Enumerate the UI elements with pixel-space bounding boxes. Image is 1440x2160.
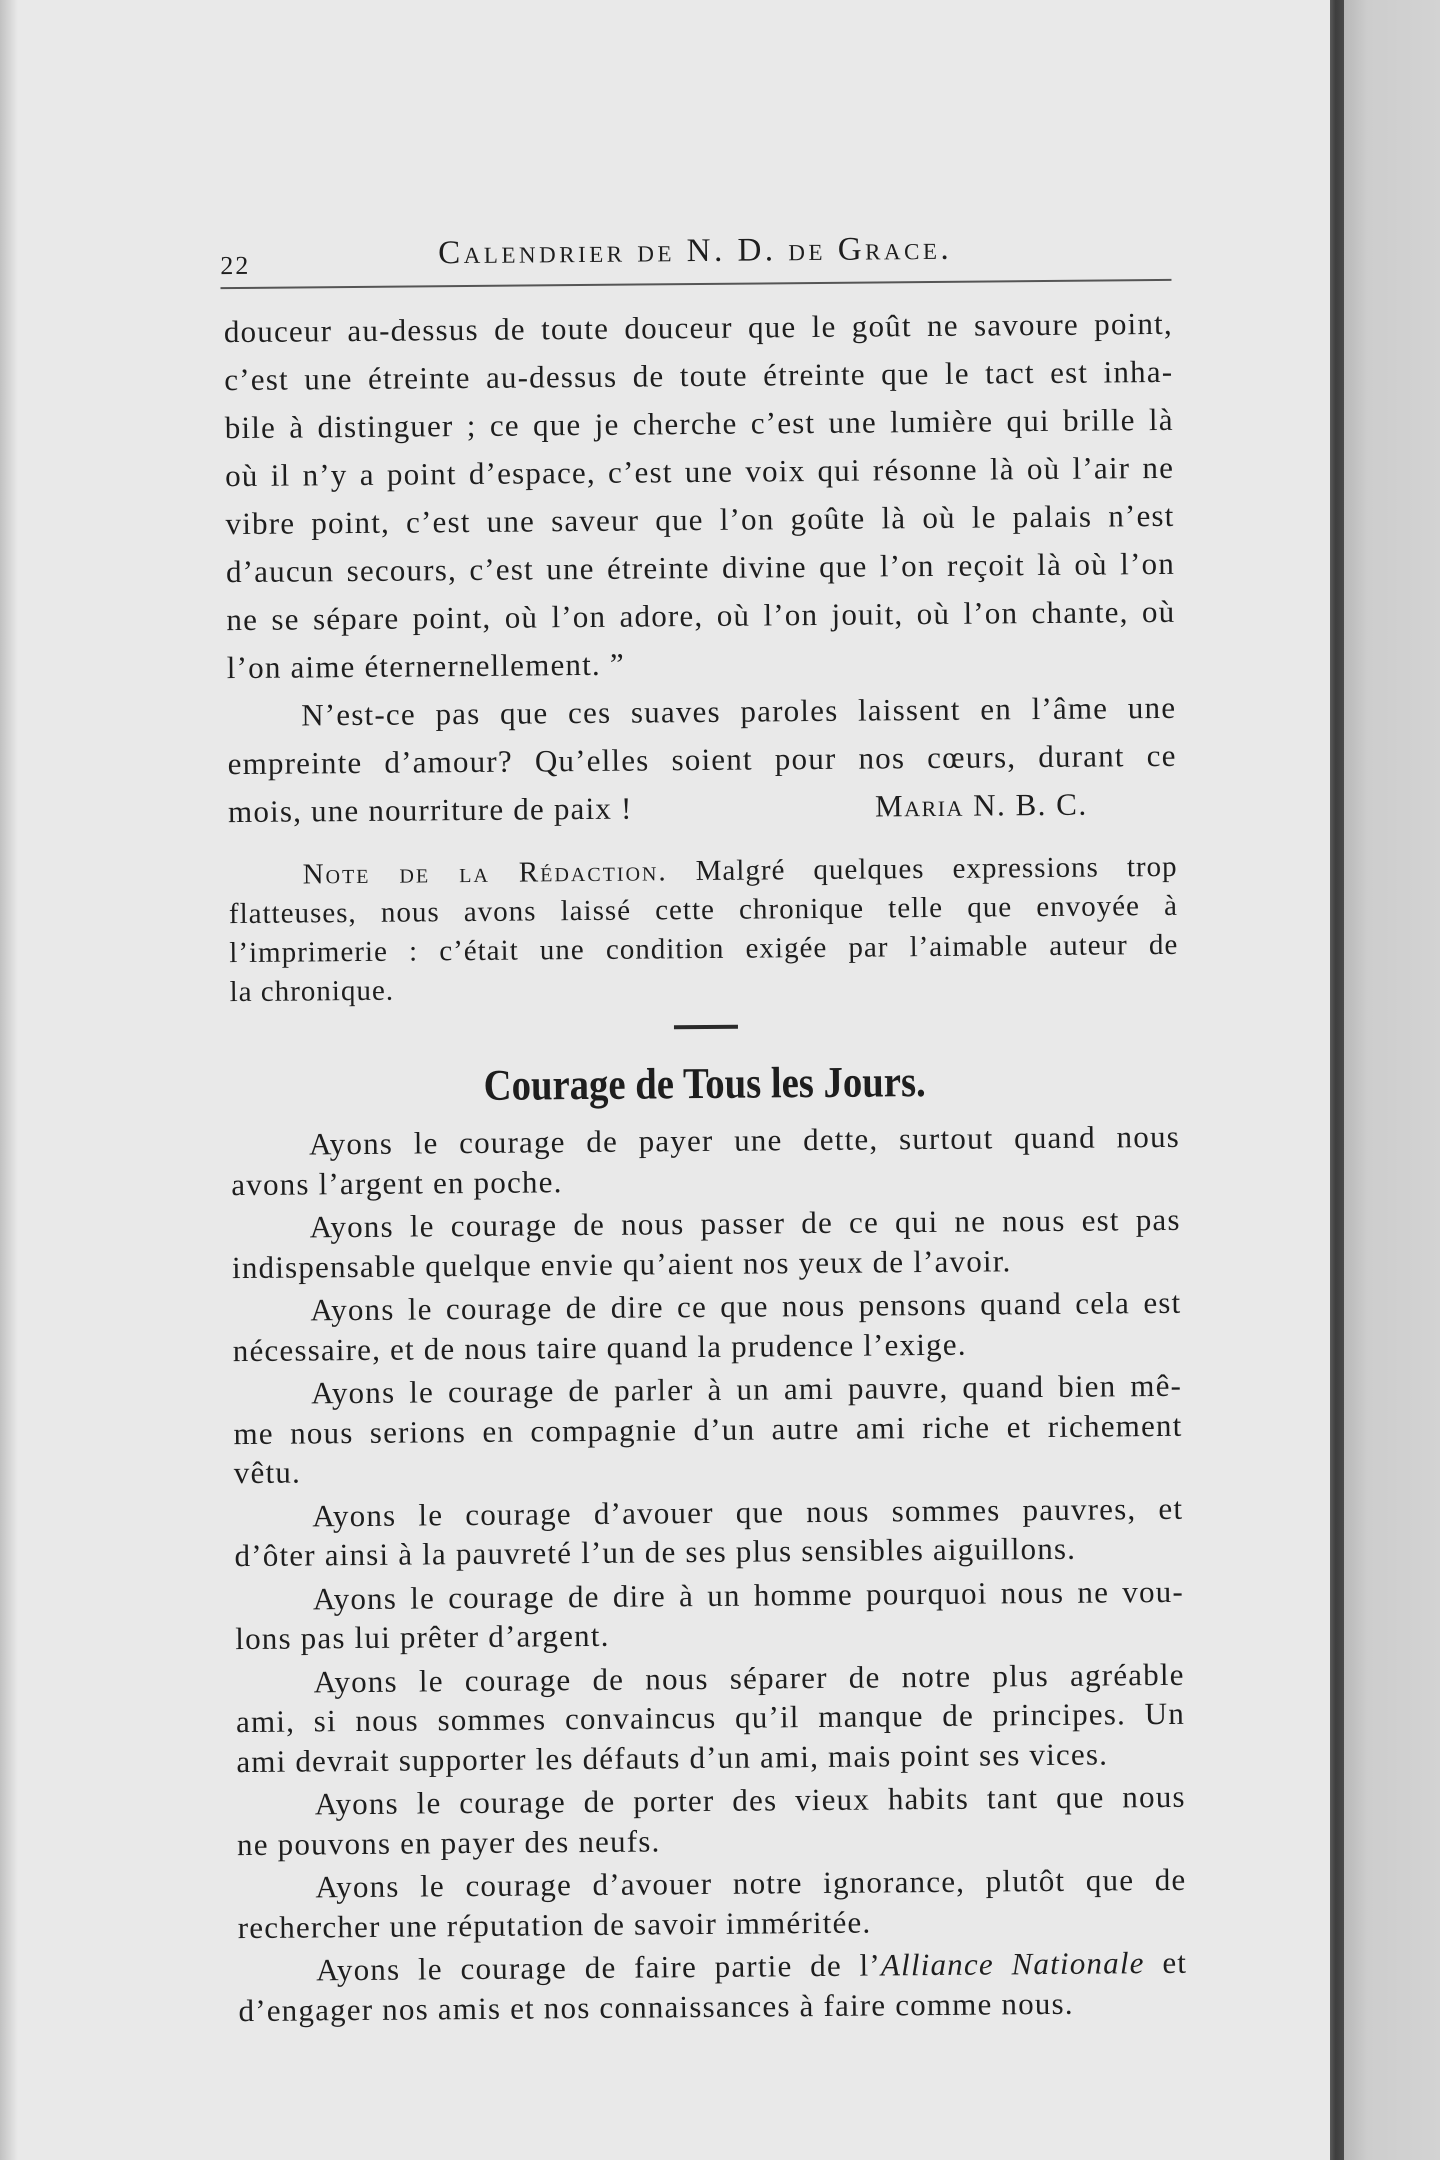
text-line: N’est-ce pas que ces suaves paroles laissent en l’âme une xyxy=(301,689,1177,733)
paragraph xyxy=(224,300,1176,692)
paragraph xyxy=(237,1860,1187,1947)
page-number: 22 xyxy=(220,250,251,281)
paragraph xyxy=(234,1488,1184,1575)
text-line: ami devrait supporter les défauts d’un ami, mais point ses vices. xyxy=(236,1735,1109,1779)
paragraph xyxy=(232,1283,1182,1370)
emphasized-name: Alliance Nationale xyxy=(880,1945,1145,1983)
text-line: Ayons le courage de parler à un ami pauvre, quand bien mê- xyxy=(310,1367,1183,1411)
paragraph xyxy=(238,1943,1188,2030)
note-label: Note de la Rédaction. xyxy=(302,855,668,891)
text-line: Ayons le courage de dire ce que nous pensons quand cela est xyxy=(310,1284,1182,1328)
adjacent-page-edge xyxy=(1344,0,1440,2160)
text-line: d’ôter ainsi à la pauvreté l’un de ses plus sensibles aiguillons. xyxy=(234,1530,1077,1574)
chronicle-excerpt xyxy=(224,300,1178,836)
text-line: douceur au-dessus de toute douceur que le goût ne savoure point, xyxy=(223,305,1174,350)
text-line: Ayons le courage de nous passer de ce qui ne nous est pas xyxy=(309,1201,1181,1245)
article-title xyxy=(230,1055,1179,1113)
text-line: la chronique. xyxy=(229,974,395,1009)
text-line: Ayons le courage d’avouer que nous sommes pauvres, et xyxy=(312,1490,1184,1533)
text-line: Ayons le courage de payer une dette, surtout quand nous xyxy=(308,1118,1181,1162)
editor-note xyxy=(228,848,1178,1012)
text-line: vibre point, c’est une saveur que l’on goûte là où le palais n’est xyxy=(225,497,1175,542)
article-body xyxy=(231,1117,1188,2030)
paragraph xyxy=(231,1117,1181,1204)
text-line: nécessaire, et de nous taire quand la prudence l’exige. xyxy=(232,1326,967,1368)
text-line: vêtu. xyxy=(233,1454,302,1491)
text-line: avons l’argent en poche. xyxy=(231,1163,563,1202)
text-line: indispensable quelque envie qu’aient nos yeux de l’avoir. xyxy=(231,1242,1012,1285)
text-line: Ayons le courage d’avouer notre ignorance, plutôt que de xyxy=(315,1861,1187,1905)
article-title-text: Courage de Tous les Jours. xyxy=(483,1057,927,1110)
text-line: bile à distinguer ; ce que je cherche c’est une lumière qui brille là xyxy=(224,401,1174,446)
text-line-content: et xyxy=(1144,1944,1188,1981)
page-content xyxy=(192,216,1214,2075)
section-divider xyxy=(674,1025,738,1030)
text-line: d’aucun secours, c’est une étreinte divine que l’on reçoit là où l’on xyxy=(225,545,1176,590)
paragraph xyxy=(233,1366,1183,1493)
text-line-content: Malgré quelques expressions trop xyxy=(695,850,1178,888)
text-line-content: Ayons le courage de faire partie de l’ xyxy=(316,1947,882,1988)
text-line: d’engager nos amis et nos connaissances à faire comme nous. xyxy=(238,1985,1074,2028)
text-line: rechercher une réputation de savoir imméritée. xyxy=(237,1904,872,1945)
text-line: lons pas lui prêter d’argent. xyxy=(235,1617,610,1657)
paragraph xyxy=(232,1200,1182,1287)
text-line: l’on aime éternernellement. ” xyxy=(226,646,625,686)
paragraph xyxy=(237,1777,1187,1864)
header-rule xyxy=(220,279,1171,289)
text-line: l’imprimerie : c’était une condition exigée par l’aimable auteur de xyxy=(229,928,1179,970)
author-signature: Maria N. B. C. xyxy=(874,786,1088,824)
page-edge-shadow xyxy=(1330,0,1344,2160)
paragraph xyxy=(227,684,1177,836)
text-line: Ayons le courage de dire à un homme pourquoi nous ne vou- xyxy=(312,1573,1185,1616)
running-head: Calendrier de N. D. de Grace. xyxy=(438,230,953,272)
text-line: Ayons le courage de nous séparer de notre plus agréable xyxy=(313,1656,1185,1699)
text-line: c’est une étreinte au-dessus de toute étreinte que le tact est inha- xyxy=(224,353,1174,398)
paragraph xyxy=(235,1654,1185,1781)
text-line: empreinte d’amour? Qu’elles soient pour nos cœurs, durant ce xyxy=(227,737,1177,782)
text-line: ami, si nous sommes convaincus qu’il manque de principes. Un xyxy=(235,1695,1186,1740)
text-line: ne pouvons en payer des neufs. xyxy=(236,1822,661,1862)
text-line xyxy=(228,780,1177,836)
text-line: ne se sépare point, où l’on adore, où l’on jouit, où l’on chante, où xyxy=(226,593,1176,638)
text-line: Ayons le courage de porter des vieux habits tant que nous xyxy=(314,1778,1186,1822)
paragraph xyxy=(235,1571,1185,1658)
text-line: me nous serions en compagnie d’un autre ami riche et richement xyxy=(233,1407,1183,1451)
text-line-content: mois, une nourriture de paix ! xyxy=(227,790,633,830)
text-line: où il n’y a point d’espace, c’est une voix qui résonne là où l’air ne xyxy=(224,449,1175,494)
scan-left-edge xyxy=(0,0,18,2160)
text-line: flatteuses, nous avons laissé cette chronique telle que envoyée à xyxy=(228,889,1179,931)
